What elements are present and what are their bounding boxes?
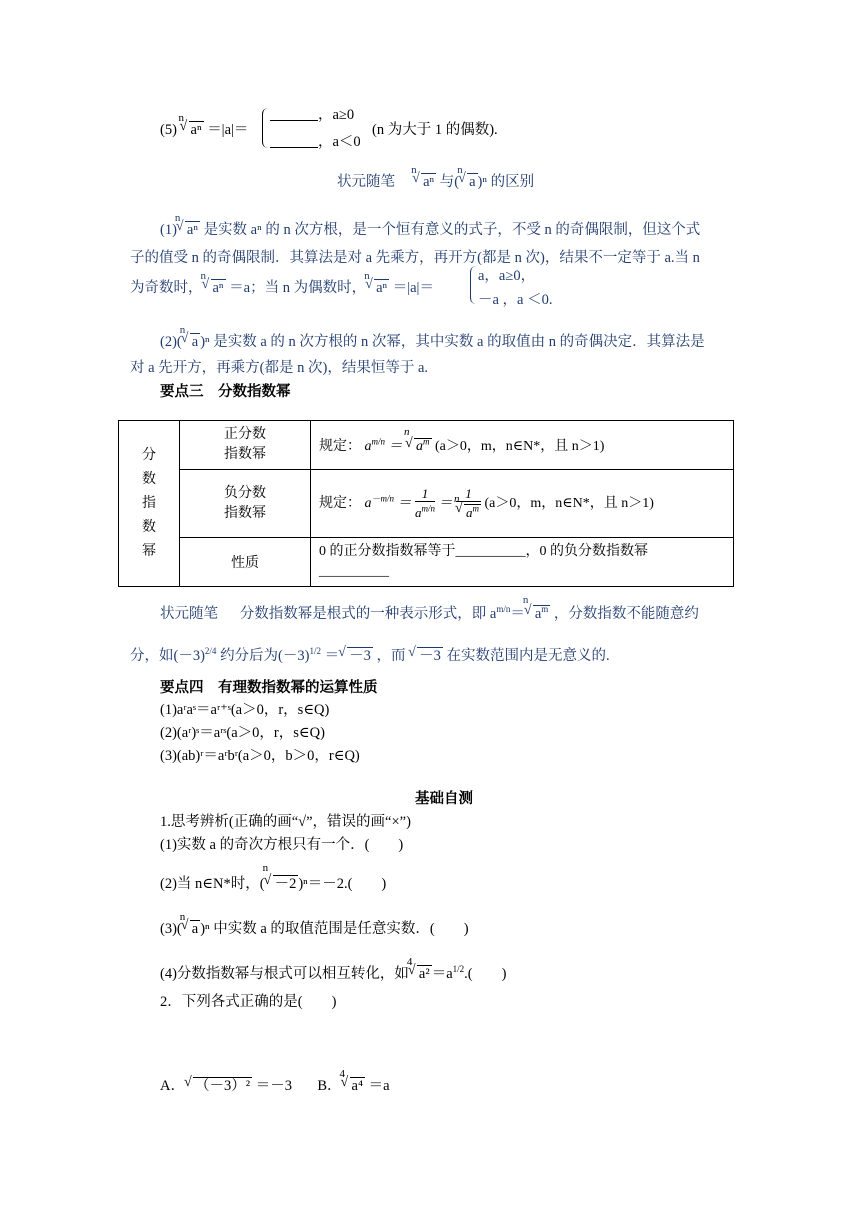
p1-line3b: ＝a；当 n 为偶数时， xyxy=(229,280,367,296)
nth-root: n √ －2 xyxy=(265,872,299,893)
row-3-content xyxy=(311,538,734,587)
nth-root-a: n √ a xyxy=(182,334,200,351)
note-2-l2c: ＝ xyxy=(324,648,340,664)
question-1: 1.思考辨析(正确的画“√”，错误的画“×”) xyxy=(160,814,411,830)
rule-3: (3)(ab)ʳ＝aʳbʳ(a＞0，b＞0，r∈Q) xyxy=(160,748,360,764)
q1-item-3-b: )ⁿ 中实数 a 的取值范围是任意实数．( ) xyxy=(200,921,469,937)
rule-label: 规定： xyxy=(319,495,361,511)
row-1-header xyxy=(180,421,311,470)
question-2: 2．下列各式正确的是( ) xyxy=(160,994,337,1010)
header-line: 负分数 xyxy=(224,485,266,501)
note-1-title: 状元随笔 xyxy=(337,174,395,190)
q1-item-3-a: (3)( xyxy=(160,921,182,937)
line-5 xyxy=(160,112,249,139)
sqrt: √ －3 xyxy=(339,644,373,665)
nth-root: n √ a xyxy=(182,921,200,938)
q1-item-1: (1)实数 a 的奇次方根只有一个．( ) xyxy=(160,837,404,853)
options-row xyxy=(160,1068,390,1095)
rule-label: 规定： xyxy=(319,439,361,454)
p2-start: (2)( xyxy=(160,334,182,350)
sqrt: √ －3 xyxy=(409,644,443,665)
nth-root-a-n: n √ aⁿ xyxy=(181,122,204,139)
p1-brace xyxy=(470,266,477,304)
row-1-content xyxy=(311,421,734,470)
line-5-suffix: (n 为大于 1 的偶数). xyxy=(372,122,498,138)
p1-num: (1) xyxy=(160,222,177,238)
option-b-rhs: ＝a xyxy=(368,1078,390,1094)
side-char: 数 xyxy=(142,471,156,487)
header-line: 指数幂 xyxy=(224,447,266,462)
sqrt: √ （－3）² xyxy=(185,1074,252,1095)
p1-case2: －a ，a ＜0. xyxy=(478,292,553,308)
condition: (a＞0，m，n∈N*，且 n＞1) xyxy=(484,495,654,511)
option-a-rhs: ＝－3 xyxy=(255,1078,292,1094)
row-2-header xyxy=(180,470,311,538)
note-2-l2b: 约分后为(－3) xyxy=(220,648,310,664)
p1-line3c: ＝|a|＝ xyxy=(392,280,434,296)
item-number: (5) xyxy=(160,122,177,138)
option-a: A． xyxy=(160,1078,185,1094)
note-1 xyxy=(337,164,535,191)
heading-point-3: 要点三 分数指数幂 xyxy=(160,384,291,400)
side-char: 指 xyxy=(142,495,156,511)
nth-root: 4 √ a² xyxy=(409,966,432,983)
note-2-l2e: 在实数范围内是无意义的. xyxy=(446,648,610,664)
nth-root: n √ aⁿ xyxy=(203,280,226,297)
p1-line3a: 为奇数时， xyxy=(130,280,203,296)
formula: $a^{-m/n}$ ＝ $\frac{1}{a^{m/n}}$ ＝ 1 n √ $a^m$ xyxy=(365,496,485,511)
case-1 xyxy=(270,103,354,124)
formula: $a^{m/n}$ ＝ n √ $a^m$ xyxy=(365,439,432,454)
q1-item-2-b: )ⁿ＝－2.( ) xyxy=(298,876,387,892)
table-side-label xyxy=(119,421,180,587)
fraction-exponent-table xyxy=(118,420,734,587)
case-2 xyxy=(270,130,361,151)
q1-item-4-b: .( ) xyxy=(464,966,507,982)
q1-item-4-a: (4)分数指数幂与根式可以相互转化，如 xyxy=(160,966,409,982)
note-2-line1: 分数指数幂是根式的一种表示形式，即 xyxy=(239,606,487,622)
note-2-line1b: ，分数指数不能随意约 xyxy=(553,606,699,622)
option-b: B． xyxy=(317,1078,342,1094)
nth-root-a: n √ a xyxy=(459,174,477,191)
case-brace xyxy=(262,108,269,148)
side-char: 数 xyxy=(142,519,156,535)
p1-line1: 是实数 aⁿ 的 n 次方根，是一个恒有意义的式子，不受 n 的奇偶限制，但这个式 xyxy=(203,222,701,238)
q1-item-2-a: (2)当 n∈N*时，( xyxy=(160,876,265,892)
header-line: 正分数 xyxy=(224,427,266,442)
p1-case1: a，a≥0， xyxy=(478,268,536,284)
p2-line2: 对 a 先开方，再乘方(都是 n 次)，结果恒等于 a. xyxy=(130,360,429,376)
row-3-header: 性质 xyxy=(180,538,311,587)
note-2-title: 状元随笔 xyxy=(160,606,218,622)
q1-item-4: (4)分数指数幂与根式可以相互转化，如 4 √ $a^2 =a^{1/2}$.( ) xyxy=(160,962,506,983)
rule-2: (2)(aʳ)ˢ＝aʳˢ(a＞0，r，s∈Q) xyxy=(160,725,325,741)
equals-abs: ＝|a|＝ xyxy=(207,122,249,138)
property-line: 0 的正分数指数幂等于__________，0 的负分数指数幂 xyxy=(319,544,648,559)
note-1-text: 与( xyxy=(439,174,460,190)
condition: (a＞0，m，n∈N*，且 n＞1) xyxy=(435,439,605,454)
formula: $a^{m/n}=$ n √ $a^m$ xyxy=(490,606,550,622)
q1-item-3 xyxy=(160,911,469,938)
row-2-content xyxy=(311,470,734,538)
nth-root: n √ aⁿ xyxy=(177,222,200,239)
side-char: 分 xyxy=(142,447,156,463)
note-1-text2: )ⁿ 的区别 xyxy=(477,174,535,190)
nth-root: n √ aⁿ xyxy=(413,174,436,191)
q1-item-2 xyxy=(160,862,387,893)
nth-root: 4 √ a⁴ xyxy=(342,1078,366,1095)
case-1-text: ，a≥0 xyxy=(318,107,355,123)
p1-line2: 子的值受 n 的奇偶限制．其算法是对 a 先乘方，再开方(都是 n 次)，结果不一定等于 a.当 n xyxy=(130,250,700,266)
header-line: 指数幂 xyxy=(224,505,266,521)
heading-point-4: 要点四 有理数指数幂的运算性质 xyxy=(160,680,378,696)
section-title: 基础自测 xyxy=(415,791,473,807)
p2-line1: )ⁿ 是实数 a 的 n 次方根的 n 次幂，其中实数 a 的取值由 n 的奇偶决定．其算法是 xyxy=(200,334,705,350)
property-line: __________ xyxy=(319,564,389,579)
note-2-l2a: 分，如(－3) xyxy=(130,648,205,664)
rule-1: (1)aʳaˢ＝aʳ⁺ˢ(a＞0，r，s∈Q) xyxy=(160,702,330,718)
note-2-l2d: ，而 xyxy=(376,648,406,664)
side-char: 幂 xyxy=(142,543,156,559)
nth-root: n √ aⁿ xyxy=(366,280,389,297)
case-2-text: ，a＜0 xyxy=(318,134,361,150)
